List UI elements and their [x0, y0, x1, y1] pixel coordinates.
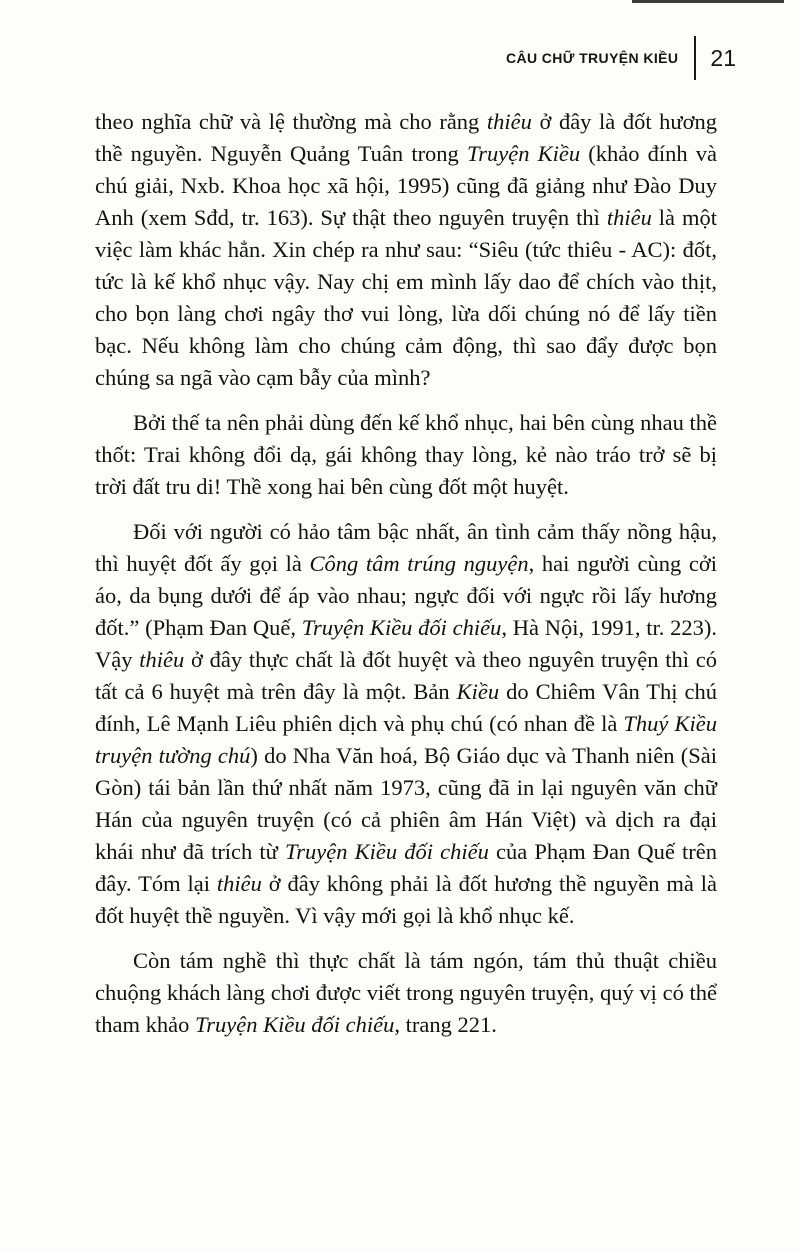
text-run: Còn tám nghề thì thực chất là tám ngón, tám thủ thuật chiều chuộng khách làng chơi được viết trong nguyên truyện, quý vị có thể tham khảo — [95, 948, 717, 1037]
body-paragraph — [95, 106, 717, 394]
italic-text-run: thiêu — [606, 205, 652, 230]
italic-text-run: Truyện Kiều đối chiếu — [194, 1012, 395, 1037]
italic-text-run: Công tâm trúng nguyện — [309, 551, 529, 576]
text-run: do Chiêm Vân Thị chú đính, Lê Mạnh Liêu phiên dịch và phụ chú (có nhan đề là — [95, 679, 717, 736]
body-paragraph — [95, 945, 717, 1041]
page-header — [506, 36, 736, 80]
text-run: là một việc làm khác hẳn. Xin chép ra như sau: “Siêu (tức thiêu - AC): đốt, tức là kế khổ nhục vậy. Nay chị em mình lấy dao để chích vào thịt, cho bọn làng chơi ngây thơ vui lòng, lừa dối chúng nó để lấy tiền bạc. Nếu không làm cho chúng cảm động, thì sao đẩy được bọn chúng sa ngã vào cạm bẫy của mình? — [95, 205, 717, 390]
text-run: , trang 221. — [394, 1012, 497, 1037]
italic-text-run: Truyện Kiều đối chiếu — [301, 615, 502, 640]
body-paragraph — [95, 407, 717, 503]
page-number: 21 — [710, 44, 736, 71]
italic-text-run: Truyện Kiều đối chiếu — [285, 839, 489, 864]
text-run: ở đây thực chất là đốt huyệt và theo nguyên truyện thì có tất cả 6 huyệt mà trên đây là một. Bản — [95, 647, 717, 704]
running-title: CÂU CHỮ TRUYỆN KIỀU — [505, 50, 679, 66]
italic-text-run: thiêu — [216, 871, 262, 896]
italic-text-run: thiêu — [486, 109, 532, 134]
body-text — [95, 106, 717, 1054]
text-run: của Phạm Đan Quế trên đây. Tóm lại — [95, 839, 717, 896]
text-run: Đối với người có hảo tâm bậc nhất, ân tình cảm thấy nồng hậu, thì huyệt đốt ấy gọi là — [95, 519, 717, 576]
text-run: ở đây không phải là đốt hương thề nguyền mà là đốt huyệt thề nguyền. Vì vậy mới gọi là khổ nhục kế. — [95, 871, 717, 928]
italic-text-run: Thuý Kiều truyện tường chú — [95, 711, 717, 768]
text-run: ở đây là đốt hương thề nguyền. Nguyễn Quảng Tuân trong — [95, 109, 717, 166]
text-run: Bởi thế ta nên phải dùng đến kế khổ nhục, hai bên cùng nhau thề thốt: Trai không đổi dạ, gái không thay lòng, kẻ nào tráo trở sẽ bị trời đất tru di! Thề xong hai bên cùng đốt một huyệt. — [95, 410, 717, 499]
body-paragraph — [95, 516, 717, 932]
text-run: ) do Nha Văn hoá, Bộ Giáo dục và Thanh niên (Sài Gòn) tái bản lần thứ nhất năm 1973, cũng đã in lại nguyên văn chữ Hán của nguyên truyện (có cả phiên âm Hán Việt) và dịch ra đại khái như đã trích từ — [95, 743, 717, 864]
text-run: , Hà Nội, 1991, tr. 223). Vậy — [95, 615, 717, 672]
italic-text-run: Kiều — [456, 679, 500, 704]
text-run: theo nghĩa chữ và lệ thường mà cho rằng — [95, 109, 487, 134]
italic-text-run: thiêu — [139, 647, 185, 672]
italic-text-run: Truyện Kiều — [466, 141, 581, 166]
text-run: , hai người cùng cởi áo, da bụng dưới để áp vào nhau; ngực đối với ngực rồi lấy hương đốt.” (Phạm Đan Quế, — [95, 551, 717, 640]
scan-edge-artifact — [632, 0, 784, 3]
header-divider — [694, 36, 696, 80]
text-run: (khảo đính và chú giải, Nxb. Khoa học xã hội, 1995) cũng đã giảng như Đào Duy Anh (xem Sđd, tr. 163). Sự thật theo nguyên truyện thì — [95, 141, 717, 230]
